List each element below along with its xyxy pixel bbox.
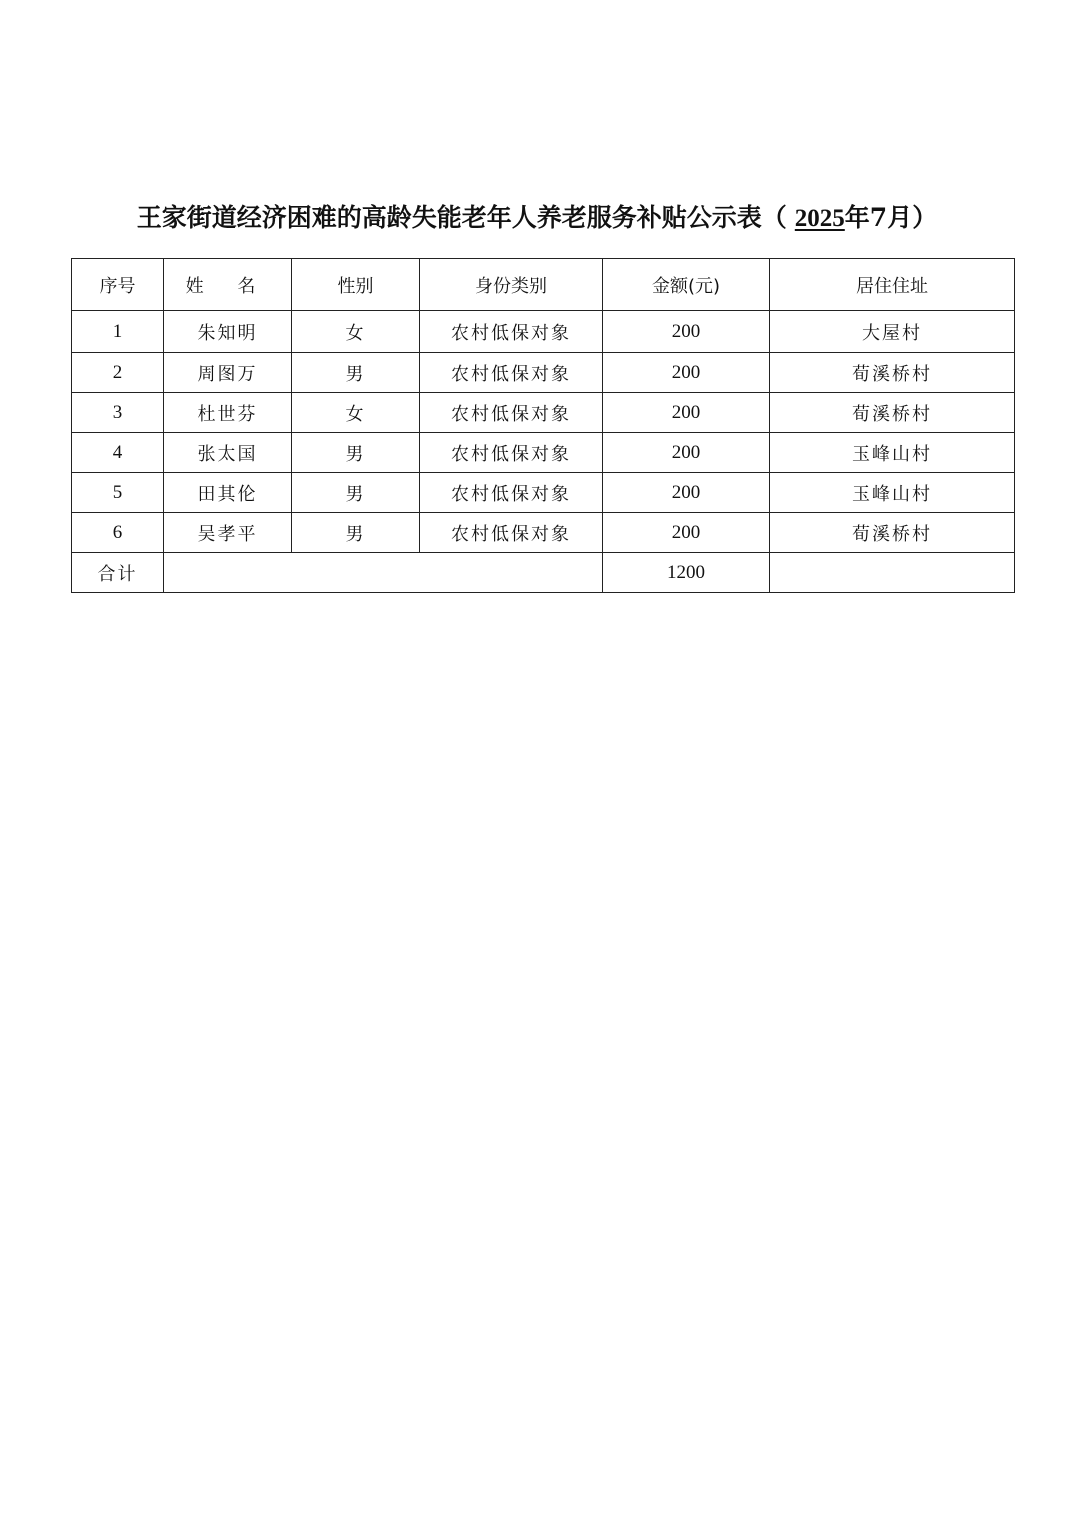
header-amount: 金额(元) [603, 259, 770, 311]
cell-category: 农村低保对象 [420, 311, 603, 353]
table-row [72, 393, 1015, 433]
cell-address: 大屋村 [770, 311, 1015, 353]
cell-category: 农村低保对象 [420, 473, 603, 513]
cell-address: 荀溪桥村 [770, 513, 1015, 553]
total-empty-cell [164, 553, 603, 593]
header-address: 居住住址 [770, 259, 1015, 311]
cell-index: 1 [72, 311, 164, 353]
cell-amount: 200 [603, 473, 770, 513]
cell-amount: 200 [603, 513, 770, 553]
cell-name: 田其伦 [164, 473, 292, 513]
cell-name: 吴孝平 [164, 513, 292, 553]
cell-index: 5 [72, 473, 164, 513]
cell-name: 朱知明 [164, 311, 292, 353]
table-header-row [72, 259, 1015, 311]
cell-gender: 男 [292, 473, 420, 513]
header-gender: 性别 [292, 259, 420, 311]
cell-index: 6 [72, 513, 164, 553]
table-row [72, 311, 1015, 353]
cell-name: 周图万 [164, 353, 292, 393]
total-address-empty [770, 553, 1015, 593]
cell-gender: 男 [292, 433, 420, 473]
cell-index: 4 [72, 433, 164, 473]
header-name: 姓 名 [164, 259, 292, 311]
cell-index: 3 [72, 393, 164, 433]
cell-name: 张太国 [164, 433, 292, 473]
cell-gender: 男 [292, 513, 420, 553]
table-row [72, 473, 1015, 513]
cell-address: 玉峰山村 [770, 473, 1015, 513]
cell-index: 2 [72, 353, 164, 393]
subsidy-table [71, 258, 1015, 593]
table-row [72, 353, 1015, 393]
total-amount: 1200 [603, 553, 770, 593]
cell-amount: 200 [603, 311, 770, 353]
cell-gender: 男 [292, 353, 420, 393]
title-suffix: 年7月） [844, 203, 938, 232]
cell-category: 农村低保对象 [420, 433, 603, 473]
cell-address: 荀溪桥村 [770, 393, 1015, 433]
header-category: 身份类别 [420, 259, 603, 311]
table-row [72, 513, 1015, 553]
total-label: 合计 [72, 553, 164, 593]
cell-category: 农村低保对象 [420, 513, 603, 553]
cell-amount: 200 [603, 353, 770, 393]
title-prefix: 王家街道经济困难的高龄失能老年人养老服务补贴公示表（ [136, 203, 787, 232]
table-row [72, 433, 1015, 473]
header-index: 序号 [72, 259, 164, 311]
cell-address: 玉峰山村 [770, 433, 1015, 473]
cell-gender: 女 [292, 393, 420, 433]
cell-amount: 200 [603, 393, 770, 433]
title-year: 2025 [794, 205, 845, 232]
total-row [72, 553, 1015, 593]
cell-address: 荀溪桥村 [770, 353, 1015, 393]
cell-name: 杜世芬 [164, 393, 292, 433]
page-title [60, 198, 1014, 234]
cell-category: 农村低保对象 [420, 393, 603, 433]
cell-category: 农村低保对象 [420, 353, 603, 393]
cell-gender: 女 [292, 311, 420, 353]
cell-amount: 200 [603, 433, 770, 473]
